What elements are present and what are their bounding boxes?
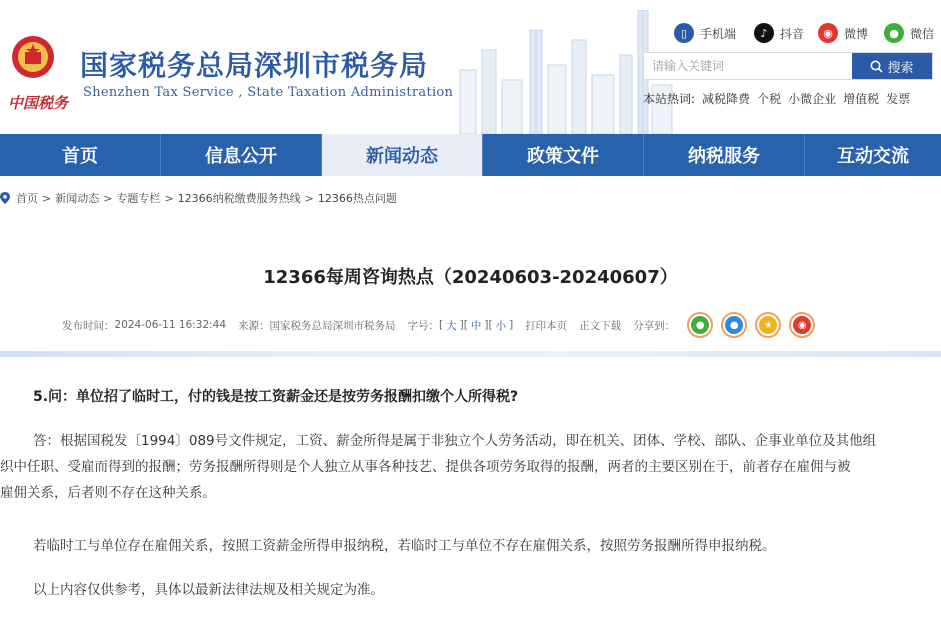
hot-words-label: 本站热词: bbox=[643, 92, 696, 106]
breadcrumb-item[interactable]: 12366热点问题 bbox=[317, 192, 397, 205]
paragraph-disclaimer: 以上内容仅供参考，具体以最新法律法规及相关规定为准。 bbox=[33, 582, 384, 598]
font-size-medium[interactable]: 中 bbox=[470, 319, 482, 332]
site-subtitle: Shenzhen Tax Service , State Taxation Administration bbox=[83, 85, 454, 100]
paragraph-employment: 若临时工与单位存在雇佣关系，按照工资薪金所得申报纳税，若临时工与单位不存在雇佣关系，按照劳务报酬所得申报纳税。 bbox=[33, 538, 776, 554]
answer-line: 雇佣关系，后者则不存在这种关系。 bbox=[0, 485, 216, 501]
hot-words bbox=[643, 90, 910, 107]
font-size-large[interactable]: 大 bbox=[446, 319, 457, 332]
douyin-icon: ♪ bbox=[754, 23, 774, 43]
breadcrumb bbox=[0, 187, 397, 209]
source-label: 来源： bbox=[238, 319, 270, 332]
breadcrumb-item[interactable]: 专题专栏 bbox=[116, 192, 161, 205]
wechat-link[interactable] bbox=[884, 22, 934, 44]
breadcrumb-separator: > bbox=[103, 191, 113, 205]
search-icon bbox=[870, 60, 883, 73]
weibo-icon: ◉ bbox=[818, 23, 838, 43]
wechat-icon: ● bbox=[884, 23, 904, 43]
publish-time-label: 发布时间： bbox=[62, 319, 115, 332]
douyin-link[interactable] bbox=[754, 22, 804, 44]
bracket: ] bbox=[484, 319, 489, 331]
nav-home[interactable]: 首页 bbox=[0, 134, 161, 176]
site-header bbox=[0, 0, 941, 134]
nav-policy[interactable]: 政策文件 bbox=[483, 134, 644, 176]
weibo-link[interactable] bbox=[818, 22, 868, 44]
article-meta bbox=[62, 312, 815, 338]
bracket: ] bbox=[459, 319, 464, 331]
nav-news[interactable]: 新闻动态 bbox=[322, 134, 483, 176]
publish-time: 2024-06-11 16:32:44 bbox=[114, 319, 227, 331]
search-button[interactable] bbox=[852, 53, 932, 79]
city-skyline-image bbox=[420, 10, 680, 134]
breadcrumb-item[interactable]: 新闻动态 bbox=[55, 192, 100, 205]
search-box bbox=[643, 52, 933, 80]
bracket: [ bbox=[463, 319, 468, 331]
breadcrumb-item[interactable]: 首页 bbox=[16, 192, 38, 205]
qq-icon: ● bbox=[725, 316, 743, 334]
question-text: 5.问：单位招了临时工，付的钱是按工资薪金还是按劳务报酬扣缴个人所得税? bbox=[33, 389, 519, 405]
print-link[interactable]: 打印本页 bbox=[525, 319, 568, 332]
hot-word-link[interactable]: 增值税 bbox=[843, 92, 880, 106]
weibo-label: 微博 bbox=[844, 26, 869, 41]
breadcrumb-item[interactable]: 12366纳税缴费服务热线 bbox=[177, 192, 301, 205]
share-label: 分享到： bbox=[633, 319, 676, 332]
site-title[interactable]: 国家税务总局深圳市税务局 bbox=[80, 49, 429, 82]
article-title: 12366每周咨询热点（20240603-20240607） bbox=[263, 267, 678, 288]
mobile-link[interactable] bbox=[674, 22, 736, 44]
share-weibo-button[interactable] bbox=[789, 312, 815, 338]
search-input[interactable] bbox=[644, 53, 852, 79]
answer-line: 答：根据国税发〔1994〕089号文件规定，工资、薪金所得是属于非独立个人劳务活动，即在机关、团体、学校、部队、企事业单位及其他组 bbox=[33, 433, 877, 449]
answer-line: 织中任职、受雇而得到的报酬；劳务报酬所得则是个人独立从事各种技艺、提供各项劳务取得的报酬，两者的主要区别在于，前者存在雇佣与被 bbox=[0, 459, 851, 475]
bracket: [ bbox=[488, 319, 493, 331]
font-size-small[interactable]: 小 bbox=[495, 319, 507, 332]
national-emblem-logo bbox=[10, 34, 56, 80]
weibo-share-icon: ◉ bbox=[793, 316, 811, 334]
share-icons bbox=[687, 312, 815, 338]
search-button-label: 搜索 bbox=[887, 60, 914, 76]
answer-paragraph bbox=[0, 428, 941, 506]
breadcrumb-separator: > bbox=[304, 191, 314, 205]
bracket: [ bbox=[439, 319, 444, 331]
nav-tax-service[interactable]: 纳税服务 bbox=[644, 134, 805, 176]
nav-interaction[interactable]: 互动交流 bbox=[837, 146, 909, 167]
mobile-label: 手机端 bbox=[700, 26, 737, 41]
hot-word-link[interactable]: 小微企业 bbox=[788, 92, 837, 106]
wechat-share-icon: ● bbox=[691, 316, 709, 334]
font-size-label: 字号： bbox=[407, 319, 440, 332]
share-wechat-button[interactable] bbox=[687, 312, 713, 338]
location-pin-icon bbox=[0, 192, 10, 204]
douyin-label: 抖音 bbox=[780, 26, 805, 41]
share-qq-button[interactable] bbox=[721, 312, 747, 338]
hot-word-link[interactable]: 个税 bbox=[757, 92, 782, 106]
breadcrumb-separator: > bbox=[164, 191, 174, 205]
hot-word-link[interactable]: 发票 bbox=[886, 92, 911, 106]
section-divider bbox=[0, 351, 941, 357]
tax-logo-text: 中国税务 bbox=[8, 94, 69, 112]
download-link[interactable]: 正文下载 bbox=[579, 319, 622, 332]
nav-info-disclosure[interactable]: 信息公开 bbox=[161, 134, 322, 176]
source: 国家税务总局深圳市税务局 bbox=[269, 319, 396, 332]
main-nav bbox=[0, 134, 941, 176]
share-qzone-button[interactable] bbox=[755, 312, 781, 338]
bracket: ] bbox=[509, 319, 514, 331]
qzone-star-icon: ★ bbox=[759, 316, 777, 334]
wechat-label: 微信 bbox=[910, 26, 935, 41]
mobile-icon: ▯ bbox=[674, 23, 694, 43]
hot-word-link[interactable]: 减税降费 bbox=[702, 92, 751, 106]
breadcrumb-separator: > bbox=[42, 191, 52, 205]
